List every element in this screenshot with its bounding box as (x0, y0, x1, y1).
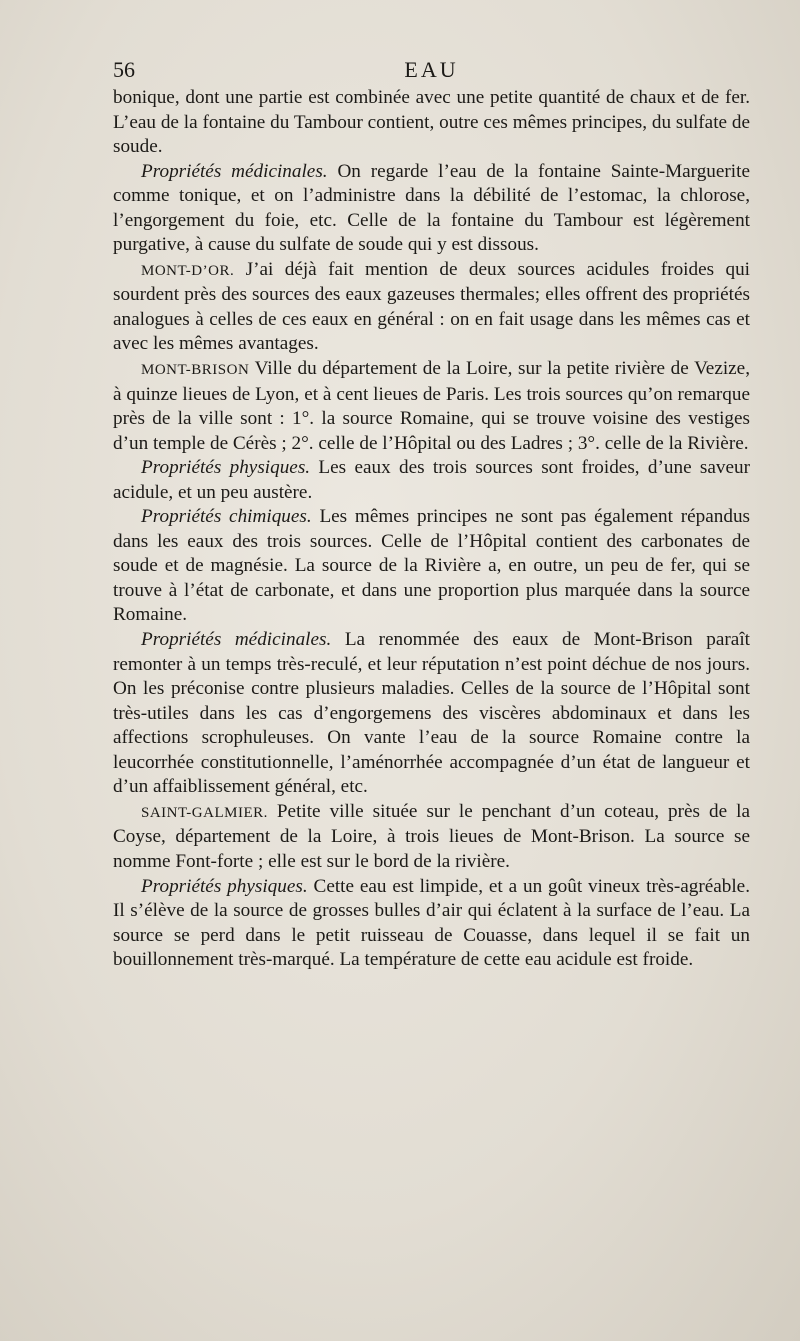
paragraph-lead: Propriétés physiques. (141, 875, 308, 897)
paragraph-text: La renommée des eaux de Mont-Brison paraît remonter à un temps très-reculé, et leur réputation n’est point déchue de nos jours. On les préconise contre plusieurs maladies. Celles de la source de l’Hôpital sont très-utiles dans les cas d’engorgemens des viscères abdominaux et dans les affections scrophuleuses. On vante l’eau de la source Romaine contre la leucorrhée constitutionnelle, l’aménorrhée accompagnée d’un état de langueur et d’un affaiblissement général, etc. (113, 629, 750, 798)
paragraph-lead: Propriétés chimiques. (141, 506, 312, 528)
paragraph-continuation (113, 86, 750, 160)
page-body (113, 86, 750, 973)
paragraph-lead: Propriétés médicinales. (141, 160, 328, 182)
paragraph-text: On regarde l’eau de la fontaine Sainte-Marguerite comme tonique, et on l’administre dans la débilité de l’estomac, la chlorose, l’engorgement du foie, etc. Celle de la fontaine du Tambour est légèrement purgative, à cause du sulfate de soude qui y est dissous. (113, 160, 750, 256)
place-heading: SAINT-GALMIER. (141, 804, 268, 821)
page-number: 56 (113, 57, 135, 82)
paragraph-lead: Propriétés médicinales. (141, 629, 332, 651)
paragraph-text: Ville du département de la Loire, sur la petite rivière de Vezize, à quinze lieues de Lyon, et à cent lieues de Paris. Les trois sources qu’on remarque près de la ville sont : 1°. la source Romaine, qui se trouve voisine des vestiges d’un temple de Cérès ; 2°. celle de l’Hôpital ou des Ladres ; 3°. celle de la Rivière. (113, 358, 750, 454)
paragraph-chemical-properties (113, 505, 750, 628)
paragraph-text: J’ai déjà fait mention de deux sources acidules froides qui sourdent près des sources des eaux gazeuses thermales; elles offrent des propriétés analogues à celles de ces eaux en général : on en fait usage dans les mêmes cas et avec les mêmes avantages. (113, 258, 750, 355)
place-heading: MONT-D’OR. (141, 262, 235, 279)
paragraph-medicinal-properties (113, 160, 750, 258)
paragraph-lead: Propriétés physiques. (141, 457, 311, 479)
page-header (113, 57, 750, 87)
paragraph-saint-galmier (113, 800, 750, 875)
paragraph-mont-dor (113, 258, 750, 357)
paragraph-text: Les mêmes principes ne sont pas également répandus dans les eaux des trois sources. Celle de l’Hôpital contient des carbonates de soude et de magnésie. La source de la Rivière a, en outre, un peu de fer, qui se trouve à l’état de carbonate, et dans une proportion plus marquée dans la source Romaine. (113, 506, 750, 626)
paragraph-mont-brison (113, 357, 750, 456)
paragraph-medicinal-properties-2 (113, 628, 750, 800)
paragraph-text: Cette eau est limpide, et a un goût vineux très-agréable. Il s’élève de la source de grosses bulles d’air qui éclatent à la surface de l’eau. La source se perd dans le petit ruisseau de Couasse, dans lequel il se fait un bouillonnement très-marqué. La température de cette eau acidule est froide. (113, 875, 750, 971)
paragraph-physical-properties-2 (113, 875, 750, 973)
paragraph-text: Petite ville située sur le penchant d’un coteau, près de la Coyse, département de la Loire, à trois lieues de Mont-Brison. La source se nomme Font-forte ; elle est sur le bord de la rivière. (113, 800, 750, 872)
paragraph-text: bonique, dont une partie est combinée avec une petite quantité de chaux et de fer. L’eau de la fontaine du Tambour contient, outre ces mêmes principes, du sulfate de soude. (113, 87, 750, 158)
place-heading: MONT-BRISON (141, 362, 250, 379)
paragraph-text: Les eaux des trois sources sont froides, d’une saveur acidule, et un peu austère. (113, 457, 751, 503)
paragraph-physical-properties (113, 456, 750, 505)
running-head: EAU (404, 57, 459, 82)
